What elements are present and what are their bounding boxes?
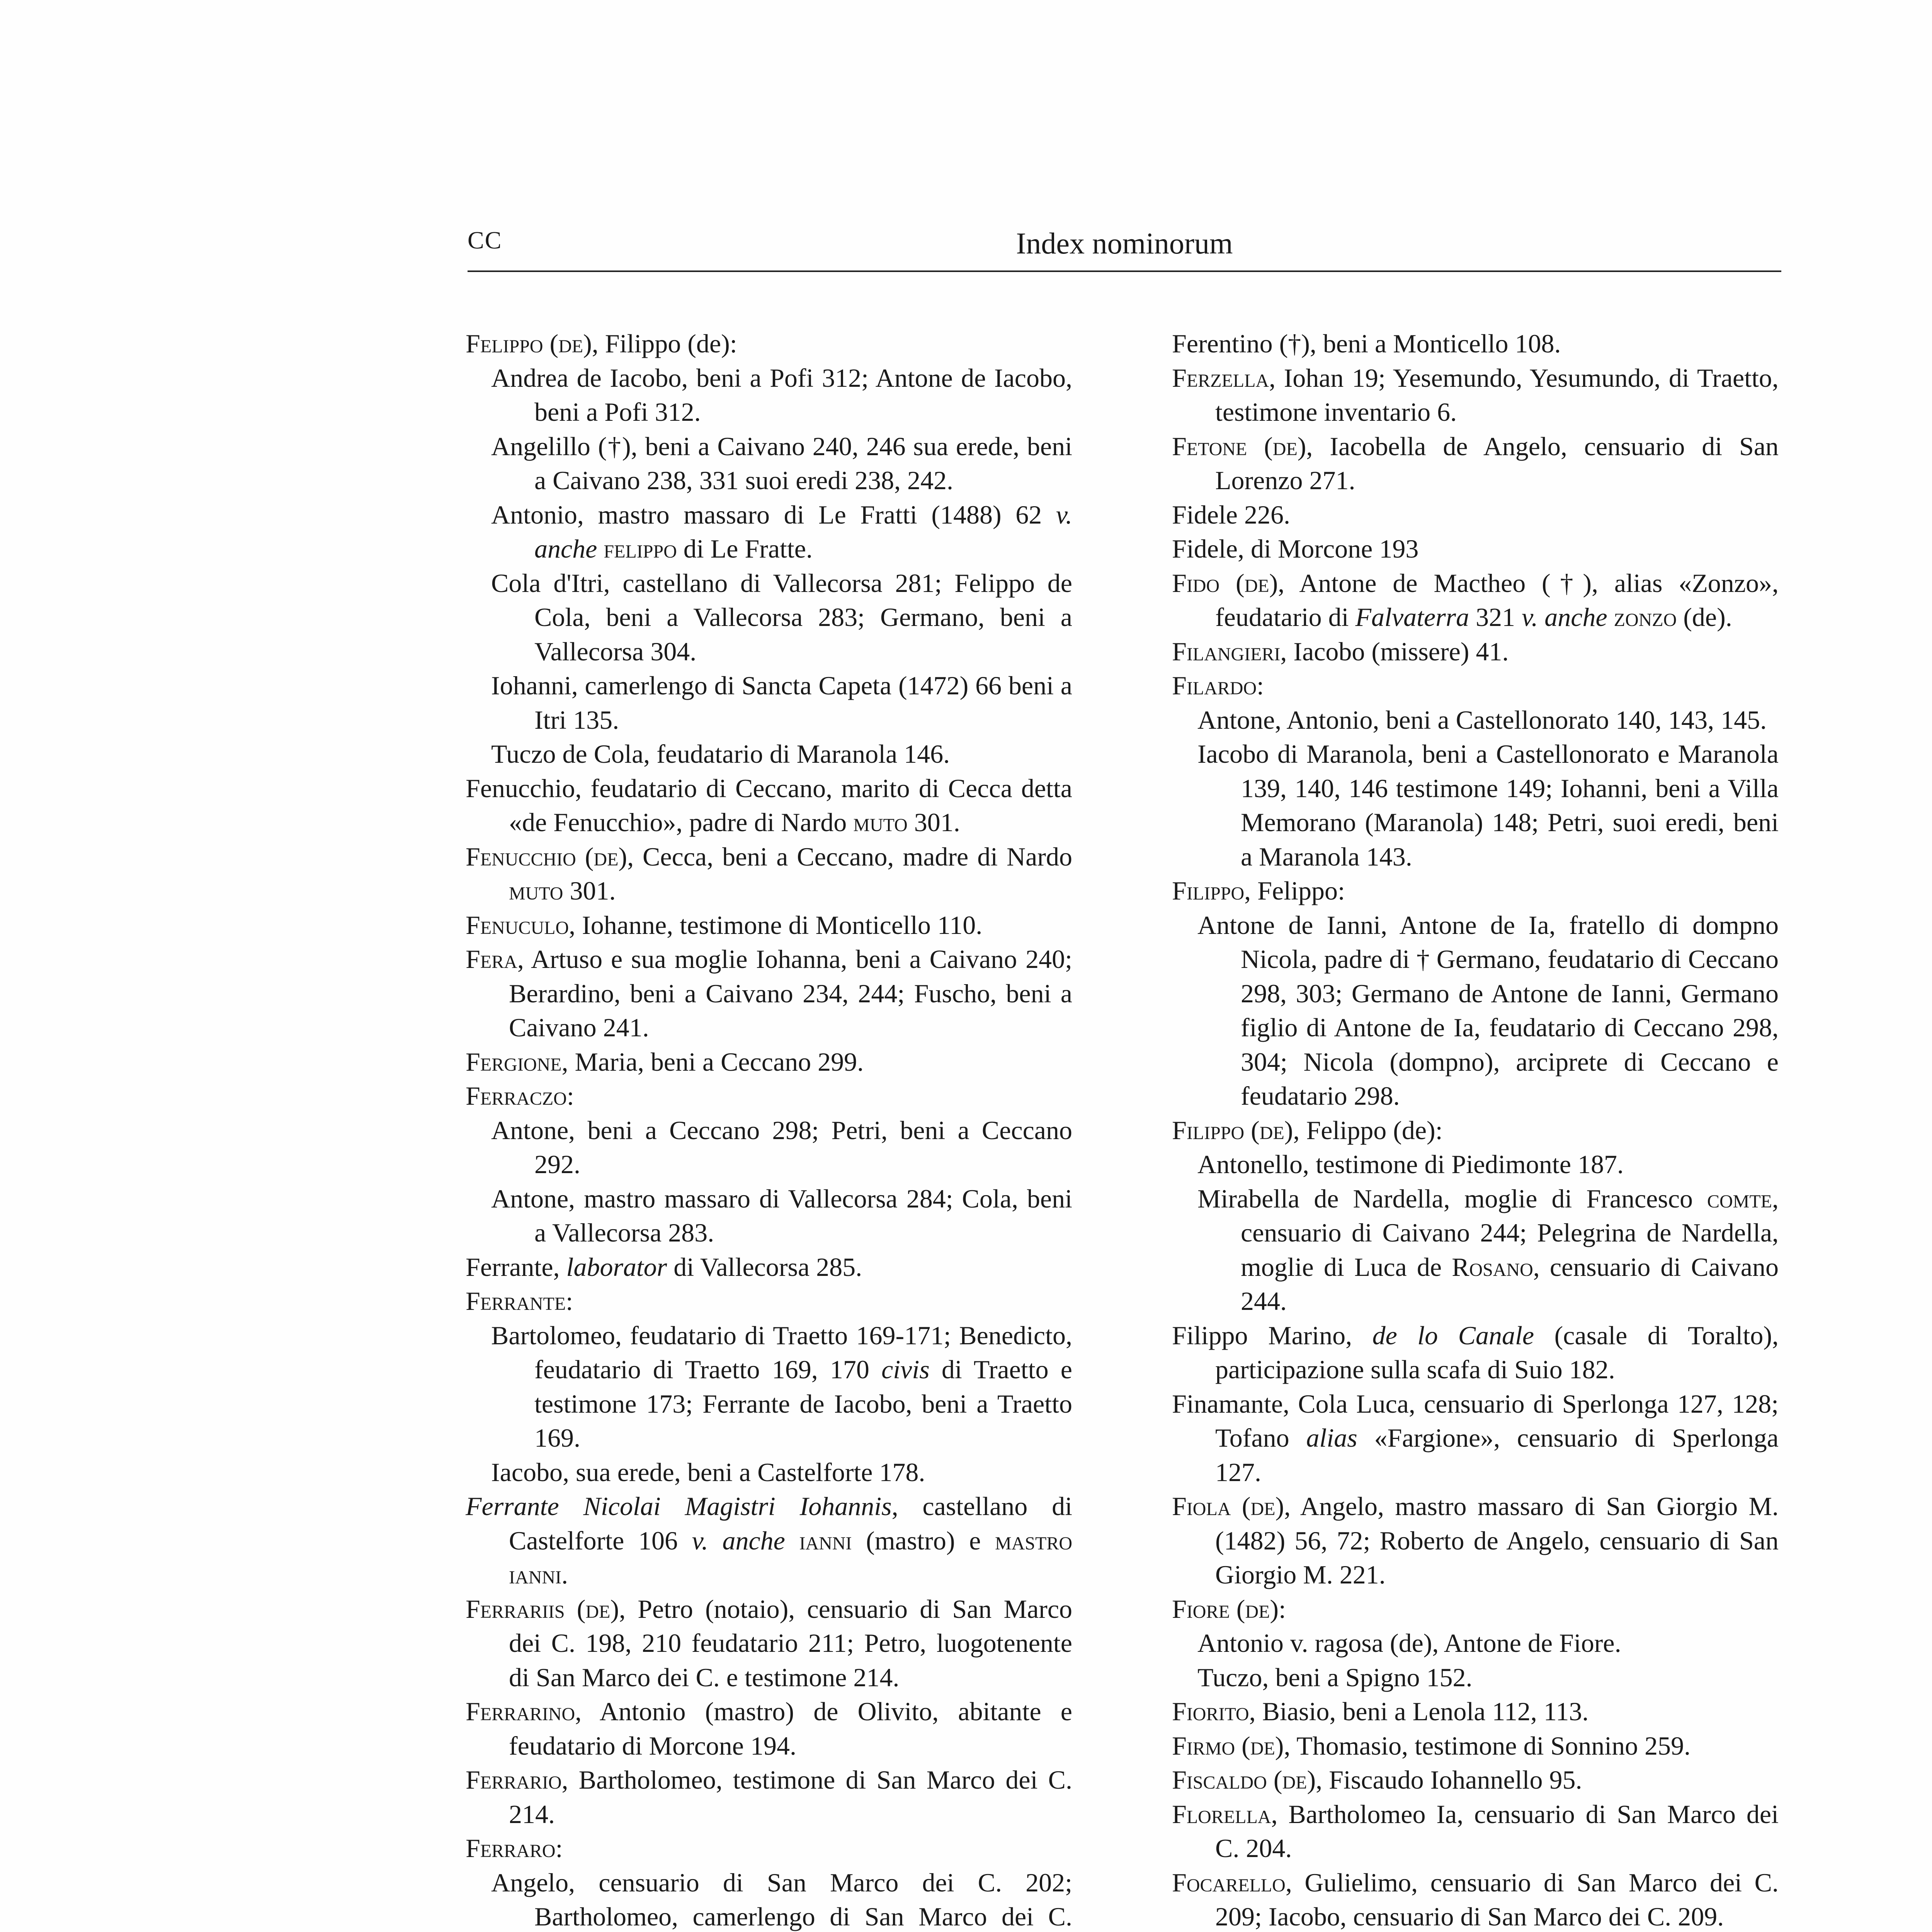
index-subentry: [466, 361, 1072, 429]
index-entry: [1172, 874, 1779, 908]
entry-text: , Iohan 19; Yesemundo, Yesumundo, di Traetto, testimone inventario 6.: [1215, 363, 1779, 427]
italic-text: de lo Canale: [1372, 1320, 1534, 1350]
index-subentry: [1172, 1626, 1779, 1660]
entry-text: , Fiscaudo Iohannello 95.: [1316, 1765, 1582, 1794]
entry-text: Antone de Ianni, Antone de Ia, fratello di dompno Nicola, padre di † Germano, feudatario di Ceccano 298, 303; Germano de Antone de Ianni, Germano figlio di Antone de Ia, feudatario di Ceccano 298, 304; Nicola (dompno), arciprete di Ceccano e feudatario 298.: [1197, 910, 1779, 1111]
entry-text: , Antonio (mastro) de Olivito, abitante e feudatario di Morcone 194.: [509, 1697, 1072, 1760]
index-entry: [1172, 566, 1779, 634]
index-entry: [1172, 327, 1779, 361]
entry-text: Antone, beni a Ceccano 298; Petri, beni a Ceccano 292.: [491, 1115, 1072, 1179]
index-subentry: [1172, 703, 1779, 737]
italic-text: alias: [1306, 1423, 1357, 1452]
entry-text: Finamante, Cola Luca, censuario di Sperlonga 127, 128; Tofano: [1172, 1389, 1779, 1452]
entry-text: Filippo Marino,: [1172, 1320, 1372, 1350]
italic-text: civis: [881, 1355, 930, 1384]
entry-text: , Iacobo (missere) 41.: [1280, 636, 1509, 666]
index-subentry: [466, 566, 1072, 669]
index-entry: [466, 327, 1072, 361]
entry-text: , Iacobella de Angelo, censuario di San Lorenzo 271.: [1215, 431, 1779, 495]
entry-text: , castellano di Castelforte 106: [509, 1492, 1073, 1555]
entry-text: di Vallecorsa 285.: [667, 1252, 862, 1282]
small-caps-text: Fenucchio (de): [466, 842, 628, 871]
index-subentry: [466, 737, 1072, 771]
small-caps-text: ianni: [799, 1526, 852, 1555]
entry-text: , Felippo (de):: [1293, 1115, 1443, 1145]
index-entry: [1172, 1318, 1779, 1387]
index-entry: [1172, 361, 1779, 429]
index-entry: [466, 771, 1072, 840]
small-caps-text: Ferrario: [466, 1765, 562, 1794]
entry-text: , Bartholomeo, testimone di San Marco dei C. 214.: [509, 1765, 1072, 1829]
entry-text: , Antone de Mactheo (†), alias «Zonzo», feudatario di: [1215, 568, 1779, 632]
small-caps-text: comte: [1707, 1184, 1772, 1213]
entry-text: , Cecca, beni a Ceccano, madre di Nardo: [627, 842, 1072, 871]
entry-text: (casale di Toralto), participazione sulla scafa di Suio 182.: [1215, 1320, 1779, 1384]
entry-text: Antone, mastro massaro di Vallecorsa 284; Cola, beni a Vallecorsa 283.: [491, 1184, 1072, 1247]
index-subentry: [1172, 1147, 1779, 1182]
index-entry: [1172, 1729, 1779, 1763]
small-caps-text: Fido (de): [1172, 568, 1278, 598]
entry-text: Tuczo, beni a Spigno 152.: [1197, 1662, 1473, 1692]
index-entry: [1172, 1797, 1779, 1866]
index-entry: [466, 840, 1072, 908]
entry-text: :: [1279, 1594, 1286, 1624]
small-caps-text: Ferraro: [466, 1833, 556, 1863]
page-header: [468, 226, 1781, 265]
entry-text: , Filippo (de):: [592, 329, 737, 358]
entry-text: Angelo, censuario di San Marco dei C. 202; Bartholomeo, camerlengo di San Marco dei C.: [491, 1867, 1072, 1931]
entry-text: [597, 534, 604, 563]
entry-text: di Traetto e testimone 173; Ferrante de Iacobo, beni a Traetto 169.: [534, 1355, 1072, 1452]
entry-text: di Le Fratte.: [677, 534, 813, 563]
italic-text: Ferrante Nicolai Magistri Iohannis: [466, 1492, 892, 1521]
entry-text: Andrea de Iacobo, beni a Pofi 312; Antone de Iacobo, beni a Pofi 312.: [491, 363, 1072, 427]
entry-text: Antone, Antonio, beni a Castellonorato 140, 143, 145.: [1197, 705, 1767, 735]
index-entry: [466, 1284, 1072, 1318]
index-entry: [466, 1831, 1072, 1866]
small-caps-text: mastro ianni: [509, 1526, 1072, 1589]
entry-text: Ferentino (†), beni a Monticello 108.: [1172, 329, 1561, 358]
entry-text: (de).: [1677, 602, 1732, 632]
index-entry: [1172, 1592, 1779, 1626]
entry-text: Angelillo (†), beni a Caivano 240, 246 sua erede, beni a Caivano 238, 331 suoi eredi 238, 242.: [491, 431, 1072, 495]
index-entry: [1172, 429, 1779, 498]
entry-text: , Felippo:: [1244, 876, 1345, 905]
index-entry: [466, 1489, 1072, 1592]
entry-text: Antonello, testimone di Piedimonte 187.: [1197, 1150, 1624, 1179]
entry-text: , censuario di Caivano 244.: [1241, 1252, 1779, 1316]
index-subentry: [466, 429, 1072, 498]
italic-text: v. anche: [534, 500, 1072, 563]
entry-text: , censuario di Caivano 244; Pelegrina de Nardella, moglie di Luca de: [1241, 1184, 1779, 1282]
index-entry: [466, 1250, 1072, 1284]
index-entry: [1172, 1387, 1779, 1490]
index-entry: [466, 1592, 1072, 1695]
index-entry: [466, 942, 1072, 1045]
entry-text: 301.: [907, 808, 960, 837]
entry-text: «Fargione», censuario di Sperlonga 127.: [1215, 1423, 1779, 1487]
small-caps-text: Fiola (de): [1172, 1492, 1284, 1521]
small-caps-text: Florella: [1172, 1799, 1271, 1829]
entry-text: , Angelo, mastro massaro di San Giorgio M. (1482) 56, 72; Roberto de Angelo, censuario di San Giorgio M. 221.: [1215, 1492, 1779, 1589]
small-caps-text: Ferrariis (de): [466, 1594, 619, 1624]
small-caps-text: Fiscaldo (de): [1172, 1765, 1316, 1794]
index-entry: [466, 1763, 1072, 1831]
entry-text: .: [561, 1560, 568, 1589]
small-caps-text: Filangieri: [1172, 636, 1281, 666]
index-entry: [466, 1079, 1072, 1113]
index-subentry: [466, 1182, 1072, 1250]
running-title: Index nominorum: [1016, 226, 1233, 260]
entry-text: Antonio, mastro massaro di Le Fratti (1488) 62: [491, 500, 1056, 529]
index-subentry: [466, 1455, 1072, 1490]
entry-text: Fidele, di Morcone 193: [1172, 534, 1419, 563]
entry-text: Bartolomeo, feudatario di Traetto 169-171; Benedicto, feudatario di Traetto 169, 170: [491, 1320, 1072, 1384]
small-caps-text: Felippo (de): [466, 329, 592, 358]
index-subentry: [466, 1866, 1072, 1932]
index-entry: [1172, 668, 1779, 703]
entry-text: [785, 1526, 799, 1555]
index-subentry: [466, 668, 1072, 737]
page-number: CC: [468, 226, 502, 254]
italic-text: v. anche: [1522, 602, 1607, 632]
entry-text: Mirabella de Nardella, moglie di Francesco: [1197, 1184, 1707, 1213]
entry-text: Ferrante,: [466, 1252, 566, 1282]
entry-text: 321: [1469, 602, 1522, 632]
small-caps-text: Firmo (de): [1172, 1731, 1284, 1760]
italic-text: laborator: [566, 1252, 667, 1282]
entry-text: , Gulielimo, censuario di San Marco dei C. 209; Iacobo, censuario di San Marco dei C. 209.: [1215, 1867, 1779, 1931]
index-subentry: [466, 1318, 1072, 1455]
italic-text: Falvaterra: [1355, 602, 1469, 632]
index-entry: [1172, 1694, 1779, 1729]
index-entry: [466, 1694, 1072, 1763]
index-subentry: [466, 498, 1072, 566]
small-caps-text: Focarello: [1172, 1867, 1286, 1897]
index-entry: [1172, 1113, 1779, 1148]
small-caps-text: Fiorito: [1172, 1697, 1249, 1726]
entry-text: :: [1257, 671, 1264, 700]
small-caps-text: muto: [509, 876, 563, 905]
index-subentry: [466, 1113, 1072, 1182]
small-caps-text: Fergione: [466, 1047, 562, 1077]
small-caps-text: Fera: [466, 944, 517, 974]
small-caps-text: Ferrarino: [466, 1697, 575, 1726]
entry-text: (mastro) e: [852, 1526, 995, 1555]
index-column-right: [1172, 327, 1779, 1932]
index-subentry: [1172, 1182, 1779, 1318]
entry-text: , Biasio, beni a Lenola 112, 113.: [1249, 1697, 1589, 1726]
entry-text: Fidele 226.: [1172, 500, 1290, 529]
small-caps-text: Fenuculo: [466, 910, 569, 940]
entry-text: , Bartholomeo Ia, censuario di San Marco dei C. 204.: [1215, 1799, 1779, 1863]
index-entry: [1172, 634, 1779, 669]
index-entry: [1172, 1866, 1779, 1932]
small-caps-text: Filippo (de): [1172, 1115, 1293, 1145]
entry-text: , Artuso e sua moglie Iohanna, beni a Caivano 240; Berardino, beni a Caivano 234, 244; Fuscho, beni a Caivano 241.: [509, 944, 1072, 1042]
header-rule: [468, 270, 1781, 272]
entry-text: Cola d'Itri, castellano di Vallecorsa 281; Felippo de Cola, beni a Vallecorsa 283; Germano, beni a Vallecorsa 304.: [491, 568, 1072, 666]
entry-text: Antonio v. ragosa (de), Antone de Fiore.: [1197, 1628, 1621, 1658]
small-caps-text: felippo: [604, 534, 677, 563]
entry-text: Tuczo de Cola, feudatario di Maranola 146.: [491, 739, 950, 769]
small-caps-text: muto: [853, 808, 908, 837]
small-caps-text: Filardo: [1172, 671, 1257, 700]
index-entry: [466, 1045, 1072, 1079]
index-entry: [1172, 1489, 1779, 1592]
entry-text: , Thomasio, testimone di Sonnino 259.: [1284, 1731, 1691, 1760]
index-column-left: [466, 327, 1072, 1932]
entry-text: , Maria, beni a Ceccano 299.: [561, 1047, 864, 1077]
index-subentry: [1172, 1660, 1779, 1695]
small-caps-text: zonzo: [1614, 602, 1677, 632]
entry-text: Iohanni, camerlengo di Sancta Capeta (1472) 66 beni a Itri 135.: [491, 671, 1072, 735]
small-caps-text: Ferraczo: [466, 1081, 567, 1111]
small-caps-text: Rosano: [1452, 1252, 1533, 1282]
index-subentry: [1172, 737, 1779, 874]
entry-text: :: [555, 1833, 563, 1863]
index-subentry: [1172, 908, 1779, 1113]
entry-text: , Petro (notaio), censuario di San Marco dei C. 198, 210 feudatario 211; Petro, luogotenente di San Marco dei C. e testimone 214.: [509, 1594, 1073, 1692]
entry-text: :: [566, 1286, 573, 1316]
entry-text: [1607, 602, 1614, 632]
entry-text: Iacobo di Maranola, beni a Castellonorato e Maranola 139, 140, 146 testimone 149; Iohanni, beni a Villa Memorano (Maranola) 148; Petri, suoi eredi, beni a Maranola 143.: [1197, 739, 1779, 871]
entry-text: 301.: [563, 876, 616, 905]
small-caps-text: Fiore (de): [1172, 1594, 1279, 1624]
small-caps-text: Fetone (de): [1172, 431, 1306, 461]
index-entry: [1172, 532, 1779, 566]
entry-text: Fenucchio, feudatario di Ceccano, marito di Cecca detta «de Fenucchio», padre di Nardo: [466, 773, 1072, 837]
italic-text: v. anche: [692, 1526, 785, 1555]
index-entry: [1172, 498, 1779, 532]
index-entry: [466, 908, 1072, 942]
entry-text: Iacobo, sua erede, beni a Castelforte 178.: [491, 1457, 925, 1487]
entry-text: , Iohanne, testimone di Monticello 110.: [569, 910, 983, 940]
small-caps-text: Ferrante: [466, 1286, 566, 1316]
small-caps-text: Filippo: [1172, 876, 1245, 905]
entry-text: :: [566, 1081, 574, 1111]
index-entry: [1172, 1763, 1779, 1797]
small-caps-text: Ferzella: [1172, 363, 1269, 393]
